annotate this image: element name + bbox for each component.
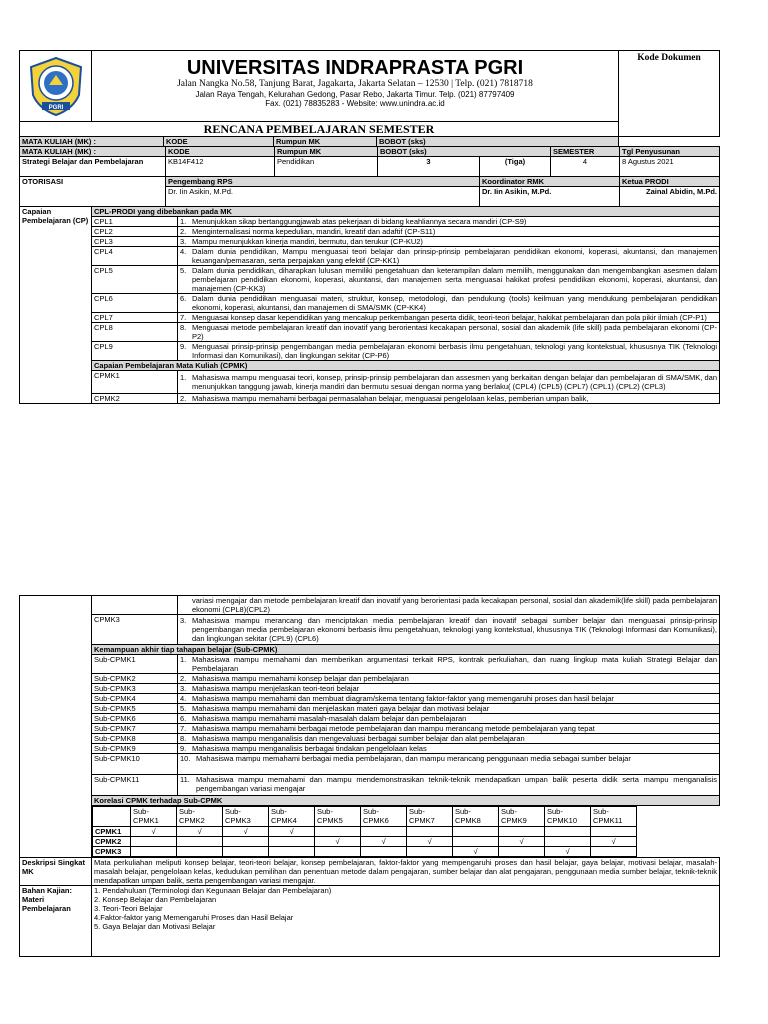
- cpmk-header: Capaian Pembelajaran Mata Kuliah (CPMK): [92, 361, 720, 371]
- cp-label: Capaian Pembelajaran (CP): [20, 207, 92, 404]
- korelasi-check-cell: √: [269, 827, 315, 837]
- subcpmk-text: 7. Mahasiswa mampu memahami berbagai metode pembelajaran dan mampu merancang metode pembelajaran yang tepat: [178, 724, 720, 734]
- korelasi-check-cell: [131, 847, 177, 857]
- subcpmk-code: Sub-CPMK2: [92, 674, 178, 684]
- cpmk-text: variasi mengajar dan metode pembelajaran kreatif dan inovatif yang berorientasi pada kecakapan personal, sosial dan akademik(life skill) pada pembelajaran ekonomi (CPL8)(CPL2): [178, 596, 720, 615]
- korelasi-check-cell: [177, 847, 223, 857]
- bobot-label: BOBOT (sks): [377, 137, 619, 147]
- subcpmk-text: 11. Mahasiswa mampu memahami dan mampu mendemonstrasikan teknik-teknik mendapatkan umpan balik peserta didik serta mampu menganalisis pengembangan variasi mengajar: [178, 775, 720, 796]
- subcpmk-text: 10. Mahasiswa mampu memahami berbagai media pembelajaran, dan mampu merancang penggunaan media sebagai sumber belajar: [178, 754, 720, 775]
- cpl-code: CPL6: [92, 294, 178, 313]
- bahan-item: 5. Gaya Belajar dan Motivasi Belajar: [94, 921, 216, 931]
- subcpmk-code: Sub-CPMK5: [92, 704, 178, 714]
- korelasi-check-cell: [177, 837, 223, 847]
- kode-dokumen-cell: [619, 51, 720, 137]
- deskripsi-text: Mata perkuliahan meliputi konsep belajar, teori-teori belajar, konsep pembelajaran, faktor-faktor yang mempengaruhi proses dan hasil belajar, gaya belajar, motivasi belajar, masalah-masalah belajar, pengelolaan kelas, kedudukan pemilihan dan penentuan metode dalam pengajaran, sumber belajar dan alat pengajaran, penggunaan media sumber belajar, teknik-teknik mendapatkan umpan balik, serta pengembangan variasi mengajar.: [92, 857, 720, 885]
- cpl-code: CPL3: [92, 237, 178, 247]
- course-code: KB14F412: [166, 157, 275, 177]
- cpl-text: 4. Dalam dunia pendidikan, Mampu menguasai teori belajar dan prinsip-prinsip pembelajaran pendidikan ekonomi, koperasi, akuntansi, dan manajemen keuangan/pemasaran, serta perpajakan yang efektif (CP-KK1): [178, 247, 720, 266]
- korelasi-check-cell: √: [177, 827, 223, 837]
- korelasi-header: Korelasi CPMK terhadap Sub-CPMK: [92, 796, 720, 806]
- korelasi-check-cell: [407, 847, 453, 857]
- subcpmk-code: Sub-CPMK3: [92, 684, 178, 694]
- subcpmk-code: Sub-CPMK4: [92, 694, 178, 704]
- rps-header-table: [19, 50, 720, 147]
- subcpmk-text: 8. Mahasiswa mampu menganalisis dan mengevaluasi berbagai sumber belajar dan alat pembelajaran: [178, 734, 720, 744]
- cpmk-code: CPMK3: [92, 615, 178, 645]
- korelasi-check-cell: [269, 847, 315, 857]
- kode-label: KODE: [166, 147, 275, 157]
- cpl-text: 1. Menunjukkan sikap bertanggungjawab atas pekerjaan di bidang keahliannya secara mandiri (CP-S9): [178, 217, 720, 227]
- korelasi-row-label: CPMK2: [93, 837, 131, 847]
- korelasi-row: [93, 827, 720, 837]
- rps-page-2: [19, 595, 719, 957]
- korelasi-row: [93, 847, 720, 857]
- cpl-code: CPL1: [92, 217, 178, 227]
- korelasi-col-header: Sub- CPMK7: [407, 807, 453, 827]
- university-name: UNIVERSITAS INDRAPRASTA PGRI: [186, 57, 524, 79]
- document-title: RENCANA PEMBELAJARAN SEMESTER: [20, 122, 619, 137]
- kode-dokumen-label: Kode Dokumen: [637, 53, 701, 63]
- korelasi-check-cell: [591, 847, 637, 857]
- korelasi-check-cell: [131, 837, 177, 847]
- kode-label: KODE: [164, 137, 274, 147]
- rps-page-1: [19, 50, 719, 404]
- pengembang-name: Dr. Iin Asikin, M.Pd.: [166, 187, 480, 207]
- subcpmk-code: Sub-CPMK1: [92, 655, 178, 674]
- cpl-code: CPL8: [92, 323, 178, 342]
- deskripsi-label: Deskripsi Singkat MK: [20, 857, 92, 885]
- korelasi-col-header: Sub- CPMK8: [453, 807, 499, 827]
- korelasi-col-header: Sub- CPMK2: [177, 807, 223, 827]
- cpl-text: 2. Menginternalisasi norma kepedulian, mandiri, kreatif dan adaftif (CP-S11): [178, 227, 720, 237]
- cpl-text: 7. Menguasai konsep dasar kependidikan yang mencakup perkembangan peserta didik, teori-teori belajar, hakikat pembelajaran dan pola pikir ilmiah (CP-P1): [178, 313, 720, 323]
- cpl-text: 3. Mampu menunjukkan kinerja mandiri, bermutu, dan terukur (CP-KU2): [178, 237, 720, 247]
- semester-label: SEMESTER: [551, 147, 620, 157]
- koordinator-label: Koordinator RMK: [480, 177, 620, 187]
- korelasi-check-cell: √: [315, 837, 361, 847]
- subcpmk-text: 1. Mahasiswa mampu memahami dan memberikan argumentasi terkait RPS, kontrak perkuliahan, dan ruang lingkup mata kuliah Strategi Belajar dan Pembelajaran: [178, 655, 720, 674]
- koordinator-name: Dr. Iin Asikin, M.Pd.: [480, 187, 620, 207]
- address-line-2: Jalan Raya Tengah, Kelurahan Gedong, Pasar Rebo, Jakarta Timur. Telp. (021) 87797409: [195, 90, 515, 99]
- korelasi-check-cell: [315, 847, 361, 857]
- course-info-table: [19, 146, 720, 207]
- bahan-item: 1. Pendahuluan (Terminologi dan Kegunaan Belajar dan Pembelajaran): [94, 885, 332, 895]
- cpl-header: CPL-PRODI yang dibebankan pada MK: [92, 207, 720, 217]
- cp-table: [19, 206, 720, 404]
- ketua-label: Ketua PRODI: [620, 177, 720, 187]
- cpl-code: CPL2: [92, 227, 178, 237]
- korelasi-check-cell: [453, 837, 499, 847]
- korelasi-matrix: [92, 806, 720, 857]
- mk-label: MATA KULIAH (MK) :: [20, 137, 164, 147]
- subcpmk-text: 6. Mahasiswa mampu memahami masalah-masalah dalam belajar dan pembelajaran: [178, 714, 720, 724]
- bahan-label: Bahan Kajian: Materi Pembelajaran: [20, 885, 92, 956]
- logo-text: PGRI: [48, 105, 63, 111]
- course-sks-text: (Tiga): [480, 157, 551, 177]
- subcpmk-text: 4. Mahasiswa mampu memahami dan membuat diagram/skema tentang faktor-faktor yang memengaruhi proses dan hasil belajar: [178, 694, 720, 704]
- subcpmk-code: Sub-CPMK11: [92, 775, 178, 796]
- subcpmk-code: Sub-CPMK9: [92, 744, 178, 754]
- korelasi-check-cell: [223, 847, 269, 857]
- korelasi-col-header: Sub- CPMK11: [591, 807, 637, 827]
- subcpmk-text: 9. Mahasiswa mampu menganalisis berbagai tindakan pengelolaan kelas: [178, 744, 720, 754]
- tgl-label: Tgl Penyusunan: [620, 147, 720, 157]
- cpl-text: 8. Menguasai metode pembelajaran kreatif dan inovatif yang berorientasi kecakapan personal, sosial dan akademik (life skill) pada pembelajaran ekonomi (CP-P2): [178, 323, 720, 342]
- korelasi-row-label: CPMK3: [93, 847, 131, 857]
- subcpmk-text: 2. Mahasiswa mampu memahami konsep belajar dan pembelajaran: [178, 674, 720, 684]
- course-name: Strategi Belajar dan Pembelajaran: [20, 157, 166, 177]
- korelasi-check-cell: [407, 827, 453, 837]
- ketua-name: Zainal Abidin, M.Pd.: [620, 187, 720, 207]
- course-semester: 4: [551, 157, 620, 177]
- cp-continued-table: [19, 595, 720, 858]
- korelasi-check-cell: [453, 827, 499, 837]
- cpl-code: CPL9: [92, 342, 178, 361]
- korelasi-check-cell: [591, 827, 637, 837]
- subcpmk-header: Kemampuan akhir tiap tahapan belajar (Sub-CPMK): [92, 645, 720, 655]
- rumpun-label: Rumpun MK: [275, 147, 378, 157]
- korelasi-check-cell: √: [131, 827, 177, 837]
- logo-cell: [20, 51, 92, 122]
- subcpmk-code: Sub-CPMK6: [92, 714, 178, 724]
- course-rumpun: Pendidikan: [275, 157, 378, 177]
- korelasi-col-header: Sub- CPMK6: [361, 807, 407, 827]
- cpmk-text: 1. Mahasiswa mampu menguasai teori, konsep, prinsip-prinsip pembelajaran dan assesmen yang berkaitan dengan belajar dan pembelajaran di SMA/SMK, dan menunjukkan tanggung jawab, kinerja mandiri dan bermutu sesuai dengan norma yang berlaku( (CPL4) (CPL5) (CPL7) (CPL1) (CPL2) (CPL3): [178, 371, 720, 394]
- korelasi-col-header: Sub- CPMK5: [315, 807, 361, 827]
- korelasi-check-cell: [269, 837, 315, 847]
- bahan-item: 2. Konsep Belajar dan Pembelajaran: [94, 894, 217, 904]
- korelasi-col-header: Sub- CPMK3: [223, 807, 269, 827]
- address-line-3: Fax. (021) 78835283 - Website: www.unindra.ac.id: [265, 99, 445, 108]
- cpmk-code: CPMK2: [92, 394, 178, 404]
- rumpun-label: Rumpun MK: [274, 137, 377, 147]
- subcpmk-code: Sub-CPMK8: [92, 734, 178, 744]
- korelasi-check-cell: √: [407, 837, 453, 847]
- korelasi-check-cell: √: [361, 837, 407, 847]
- university-logo: [25, 55, 87, 117]
- korelasi-check-cell: √: [591, 837, 637, 847]
- cpl-code: CPL5: [92, 266, 178, 294]
- korelasi-check-cell: [499, 827, 545, 837]
- subcpmk-code: Sub-CPMK10: [92, 754, 178, 775]
- cpmk-text: 3. Mahasiswa mampu merancang dan menciptakan media pembelajaran kreatif dan inovatif sebagai sumber belajar dan menguasai prinsip-prinsip pengembangan media pembelajaran ekonomi berbasis ilmu pengetahuan, teknologi yang kontekstual, khususnya TIK (Teknologi Informasi dan Komunikasi), dan lingkungan sekitar (CPL9) (CPL6): [178, 615, 720, 645]
- korelasi-check-cell: √: [453, 847, 499, 857]
- korelasi-check-cell: [223, 837, 269, 847]
- deskripsi-table: [19, 857, 720, 957]
- cpl-text: 9. Menguasai prinsip-prinsip pengembangan media pembelajaran ekonomi berbasis ilmu pengetahuan, teknologi yang kontekstual, khususnya TIK (Teknologi Informasi dan Komunikasi), dan lingkungan sekitar (CP-P6): [178, 342, 720, 361]
- course-date: 8 Agustus 2021: [620, 157, 720, 177]
- korelasi-col-header: Sub- CPMK10: [545, 807, 591, 827]
- subcpmk-text: 3. Mahasiswa mampu menjelaskan teori-teori belajar: [178, 684, 720, 694]
- korelasi-check-cell: [499, 847, 545, 857]
- korelasi-col-header: Sub- CPMK4: [269, 807, 315, 827]
- subcpmk-code: Sub-CPMK7: [92, 724, 178, 734]
- address-line-1: Jalan Nangka No.58, Tanjung Barat, Jagakarta, Jakarta Selatan – 12530 | Telp. (021) 7818718: [177, 79, 533, 89]
- bobot-label: BOBOT (sks): [378, 147, 551, 157]
- cpl-text: 6. Dalam dunia pendidikan menguasai materi, struktur, konsep, metodologi, dan pendukung (tools) keilmuan yang mendukung pembelajaran pendidikan ekonomi, koperasi, akuntansi, dan manajemen di SMA/SMK (CP-KK4): [178, 294, 720, 313]
- bahan-list: [92, 885, 720, 956]
- bahan-item: 4.Faktor-faktor yang Memengaruhi Proses dan Hasil Belajar: [94, 912, 294, 922]
- korelasi-col-header: Sub- CPMK9: [499, 807, 545, 827]
- korelasi-check-cell: √: [545, 847, 591, 857]
- korelasi-matrix-cell: [92, 806, 720, 858]
- korelasi-check-cell: [361, 827, 407, 837]
- korelasi-check-cell: √: [223, 827, 269, 837]
- korelasi-check-cell: [315, 827, 361, 837]
- cp-label-continued: [20, 596, 92, 858]
- cpmk-text: 2. Mahasiswa mampu memahami berbagai permasalahan belajar, menguasai pengelolaan kelas, pemberian umpan balik,: [178, 394, 720, 404]
- korelasi-check-cell: √: [499, 837, 545, 847]
- cpl-code: CPL4: [92, 247, 178, 266]
- pengembang-label: Pengembang RPS: [166, 177, 480, 187]
- korelasi-check-cell: [545, 837, 591, 847]
- university-header: [92, 51, 619, 122]
- korelasi-check-cell: [545, 827, 591, 837]
- bahan-item: 3. Teori-Teori Belajar: [94, 903, 163, 913]
- mk-label: MATA KULIAH (MK) :: [20, 147, 166, 157]
- korelasi-col-header: Sub- CPMK1: [131, 807, 177, 827]
- subcpmk-text: 5. Mahasiswa mampu memahami dan menjelaskan materi gaya belajar dan motivasi belajar: [178, 704, 720, 714]
- course-sks: 3: [378, 157, 480, 177]
- otorisasi-label: OTORISASI: [20, 177, 166, 207]
- korelasi-check-cell: [361, 847, 407, 857]
- cpl-code: CPL7: [92, 313, 178, 323]
- korelasi-row-label: CPMK1: [93, 827, 131, 837]
- korelasi-row: [93, 837, 720, 847]
- cpl-text: 5. Dalam dunia pendidikan, diharapkan lulusan memiliki pengetahuan dan keterampilan dalam memilih, menggunakan dan mengembangkan asesmen dalam pembelajaran pendidikan ekonomi, koperasi, akuntansi, dan manajemen serta menguasai hakikat profesi pendidikan ekonomi, koperasi, akuntansi, dan manajemen (CP-KK3): [178, 266, 720, 294]
- cpmk-code: CPMK1: [92, 371, 178, 394]
